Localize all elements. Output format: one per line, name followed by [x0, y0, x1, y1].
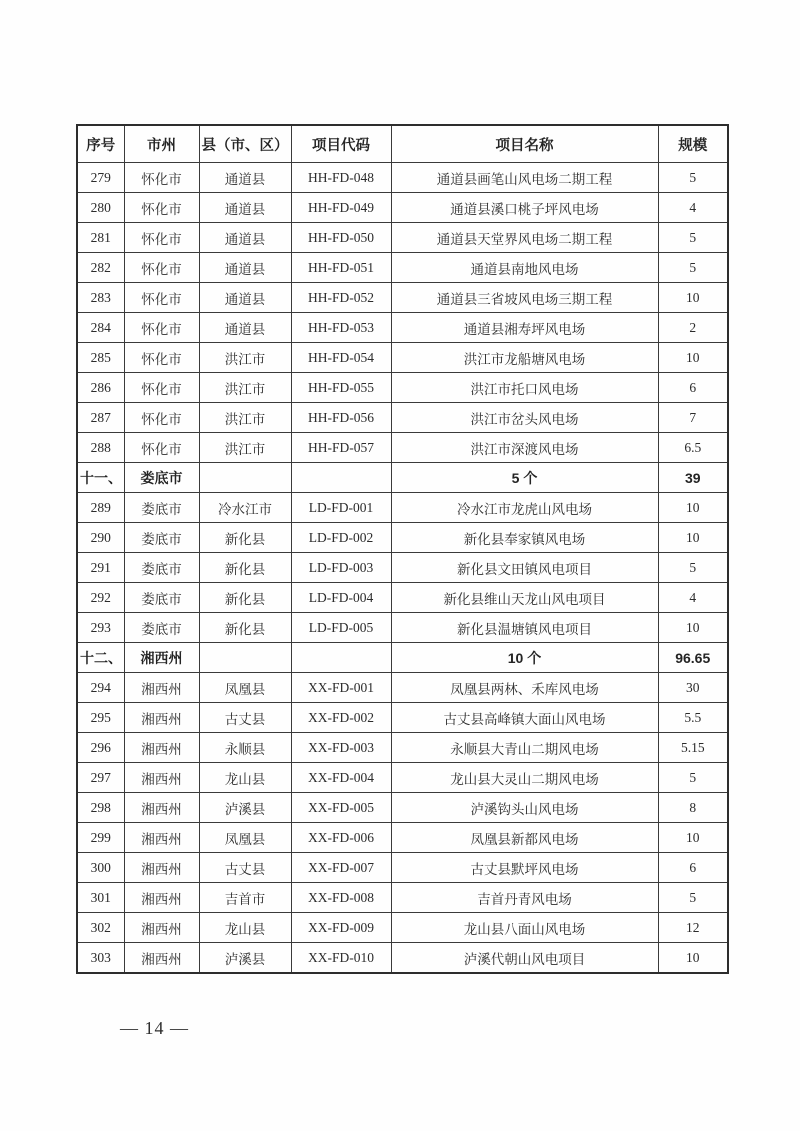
cell-name: 通道县湘寿坪风电场: [391, 313, 658, 343]
cell-name: 龙山县八面山风电场: [391, 913, 658, 943]
cell-city: 怀化市: [124, 223, 199, 253]
cell-seq: 303: [77, 943, 124, 974]
cell-county: 新化县: [199, 553, 291, 583]
cell-city: 湘西州: [124, 793, 199, 823]
table-row: [77, 373, 728, 403]
cell-scale: 5: [658, 763, 728, 793]
cell-county: 龙山县: [199, 913, 291, 943]
table-body: [77, 163, 728, 974]
table-row: [77, 703, 728, 733]
section-row: [77, 463, 728, 493]
col-header-name: 项目名称: [391, 125, 658, 163]
cell-seq: 295: [77, 703, 124, 733]
cell-code: XX-FD-005: [291, 793, 391, 823]
table-row: [77, 763, 728, 793]
cell-code: LD-FD-004: [291, 583, 391, 613]
cell-county: [199, 463, 291, 493]
cell-name: 泸溪代朝山风电项目: [391, 943, 658, 974]
cell-code: XX-FD-006: [291, 823, 391, 853]
cell-scale: 30: [658, 673, 728, 703]
cell-name: 通道县画笔山风电场二期工程: [391, 163, 658, 193]
cell-city: 娄底市: [124, 493, 199, 523]
cell-city: 怀化市: [124, 193, 199, 223]
cell-scale: 5: [658, 883, 728, 913]
cell-seq: 284: [77, 313, 124, 343]
cell-county: 新化县: [199, 613, 291, 643]
cell-code: LD-FD-003: [291, 553, 391, 583]
cell-county: 通道县: [199, 253, 291, 283]
cell-name: 龙山县大灵山二期风电场: [391, 763, 658, 793]
cell-name: 古丈县高峰镇大面山风电场: [391, 703, 658, 733]
cell-scale: 7: [658, 403, 728, 433]
cell-seq: 300: [77, 853, 124, 883]
cell-city: 湘西州: [124, 703, 199, 733]
cell-name: 吉首丹青风电场: [391, 883, 658, 913]
cell-county: 吉首市: [199, 883, 291, 913]
cell-name: 通道县南地风电场: [391, 253, 658, 283]
page-number: — 14 —: [120, 1018, 189, 1038]
cell-city: 湘西州: [124, 913, 199, 943]
table-row: [77, 493, 728, 523]
cell-code: XX-FD-009: [291, 913, 391, 943]
cell-seq: 286: [77, 373, 124, 403]
cell-scale: 96.65: [658, 643, 728, 673]
cell-name: 5 个: [391, 463, 658, 493]
cell-code: XX-FD-007: [291, 853, 391, 883]
cell-county: 通道县: [199, 283, 291, 313]
cell-city: 湘西州: [124, 763, 199, 793]
cell-county: 通道县: [199, 163, 291, 193]
cell-seq: 293: [77, 613, 124, 643]
cell-seq: 287: [77, 403, 124, 433]
cell-county: 泸溪县: [199, 793, 291, 823]
table-row: [77, 733, 728, 763]
cell-county: 通道县: [199, 193, 291, 223]
cell-code: HH-FD-054: [291, 343, 391, 373]
cell-seq: 279: [77, 163, 124, 193]
cell-name: 冷水江市龙虎山风电场: [391, 493, 658, 523]
table-row: [77, 433, 728, 463]
cell-city: 娄底市: [124, 523, 199, 553]
cell-county: 冷水江市: [199, 493, 291, 523]
table-row: [77, 943, 728, 974]
cell-scale: 5: [658, 223, 728, 253]
cell-name: 10 个: [391, 643, 658, 673]
cell-code: XX-FD-010: [291, 943, 391, 974]
cell-scale: 10: [658, 823, 728, 853]
cell-name: 新化县温塘镇风电项目: [391, 613, 658, 643]
table-row: [77, 253, 728, 283]
cell-scale: 10: [658, 523, 728, 553]
cell-scale: 5.15: [658, 733, 728, 763]
cell-scale: 5: [658, 253, 728, 283]
cell-seq: 281: [77, 223, 124, 253]
cell-name: 新化县奉家镇风电场: [391, 523, 658, 553]
cell-city: 娄底市: [124, 553, 199, 583]
cell-seq: 291: [77, 553, 124, 583]
cell-name: 永顺县大青山二期风电场: [391, 733, 658, 763]
cell-name: 通道县三省坡风电场三期工程: [391, 283, 658, 313]
cell-scale: 5: [658, 163, 728, 193]
cell-county: 洪江市: [199, 373, 291, 403]
cell-seq: 297: [77, 763, 124, 793]
cell-code: XX-FD-001: [291, 673, 391, 703]
cell-city: 娄底市: [124, 463, 199, 493]
cell-scale: 10: [658, 283, 728, 313]
cell-scale: 6.5: [658, 433, 728, 463]
cell-county: 永顺县: [199, 733, 291, 763]
cell-code: HH-FD-052: [291, 283, 391, 313]
cell-county: 龙山县: [199, 763, 291, 793]
cell-code: LD-FD-002: [291, 523, 391, 553]
cell-seq: 299: [77, 823, 124, 853]
cell-seq: 298: [77, 793, 124, 823]
cell-name: 凤凰县两林、禾库风电场: [391, 673, 658, 703]
cell-code: XX-FD-002: [291, 703, 391, 733]
cell-city: 怀化市: [124, 433, 199, 463]
table-row: [77, 163, 728, 193]
cell-code: HH-FD-055: [291, 373, 391, 403]
cell-name: 新化县维山天龙山风电项目: [391, 583, 658, 613]
cell-county: 洪江市: [199, 343, 291, 373]
table-row: [77, 193, 728, 223]
cell-name: 洪江市托口风电场: [391, 373, 658, 403]
cell-code: LD-FD-005: [291, 613, 391, 643]
cell-city: 湘西州: [124, 673, 199, 703]
table-row: [77, 343, 728, 373]
cell-name: 洪江市龙船塘风电场: [391, 343, 658, 373]
cell-name: 通道县天堂界风电场二期工程: [391, 223, 658, 253]
cell-county: 凤凰县: [199, 673, 291, 703]
cell-code: [291, 463, 391, 493]
cell-scale: 12: [658, 913, 728, 943]
cell-name: 洪江市岔头风电场: [391, 403, 658, 433]
cell-county: 通道县: [199, 223, 291, 253]
cell-name: 洪江市深渡风电场: [391, 433, 658, 463]
cell-code: HH-FD-051: [291, 253, 391, 283]
cell-county: [199, 643, 291, 673]
cell-name: 新化县文田镇风电项目: [391, 553, 658, 583]
cell-county: 新化县: [199, 523, 291, 553]
cell-scale: 10: [658, 343, 728, 373]
cell-scale: 10: [658, 493, 728, 523]
col-header-city: 市州: [124, 125, 199, 163]
col-header-code: 项目代码: [291, 125, 391, 163]
wind-projects-table: [76, 124, 729, 974]
cell-city: 怀化市: [124, 343, 199, 373]
cell-city: 怀化市: [124, 253, 199, 283]
cell-scale: 5.5: [658, 703, 728, 733]
cell-city: 湘西州: [124, 643, 199, 673]
cell-city: 湘西州: [124, 943, 199, 974]
table-row: [77, 853, 728, 883]
table-row: [77, 883, 728, 913]
cell-county: 洪江市: [199, 433, 291, 463]
cell-code: LD-FD-001: [291, 493, 391, 523]
cell-scale: 10: [658, 943, 728, 974]
table-row: [77, 403, 728, 433]
table-row: [77, 823, 728, 853]
cell-city: 怀化市: [124, 163, 199, 193]
table-header-row: [77, 125, 728, 163]
cell-name: 古丈县默坪风电场: [391, 853, 658, 883]
table-row: [77, 523, 728, 553]
table-row: [77, 613, 728, 643]
col-header-seq: 序号: [77, 125, 124, 163]
cell-city: 湘西州: [124, 733, 199, 763]
cell-seq: 292: [77, 583, 124, 613]
cell-scale: 4: [658, 193, 728, 223]
cell-code: XX-FD-004: [291, 763, 391, 793]
cell-name: 凤凰县新都风电场: [391, 823, 658, 853]
cell-code: HH-FD-056: [291, 403, 391, 433]
cell-code: HH-FD-053: [291, 313, 391, 343]
cell-county: 新化县: [199, 583, 291, 613]
cell-county: 古丈县: [199, 853, 291, 883]
cell-code: HH-FD-048: [291, 163, 391, 193]
cell-seq: 289: [77, 493, 124, 523]
cell-seq: 十二、: [77, 643, 124, 673]
cell-city: 怀化市: [124, 313, 199, 343]
cell-code: HH-FD-050: [291, 223, 391, 253]
cell-seq: 283: [77, 283, 124, 313]
cell-scale: 4: [658, 583, 728, 613]
cell-code: HH-FD-049: [291, 193, 391, 223]
cell-scale: 10: [658, 613, 728, 643]
cell-seq: 十一、: [77, 463, 124, 493]
cell-scale: 8: [658, 793, 728, 823]
col-header-county: 县（市、区）: [199, 125, 291, 163]
cell-scale: 6: [658, 853, 728, 883]
cell-county: 古丈县: [199, 703, 291, 733]
cell-seq: 288: [77, 433, 124, 463]
cell-county: 洪江市: [199, 403, 291, 433]
cell-seq: 294: [77, 673, 124, 703]
cell-name: 泸溪钩头山风电场: [391, 793, 658, 823]
table-row: [77, 583, 728, 613]
cell-city: 娄底市: [124, 613, 199, 643]
cell-code: XX-FD-003: [291, 733, 391, 763]
cell-scale: 39: [658, 463, 728, 493]
cell-code: [291, 643, 391, 673]
cell-county: 通道县: [199, 313, 291, 343]
cell-city: 怀化市: [124, 373, 199, 403]
cell-city: 怀化市: [124, 283, 199, 313]
cell-seq: 280: [77, 193, 124, 223]
cell-seq: 290: [77, 523, 124, 553]
cell-code: HH-FD-057: [291, 433, 391, 463]
section-row: [77, 643, 728, 673]
cell-seq: 302: [77, 913, 124, 943]
table-row: [77, 313, 728, 343]
cell-name: 通道县溪口桃子坪风电场: [391, 193, 658, 223]
cell-scale: 2: [658, 313, 728, 343]
cell-seq: 282: [77, 253, 124, 283]
table-row: [77, 223, 728, 253]
cell-city: 湘西州: [124, 883, 199, 913]
cell-scale: 5: [658, 553, 728, 583]
table-row: [77, 793, 728, 823]
cell-seq: 285: [77, 343, 124, 373]
cell-city: 娄底市: [124, 583, 199, 613]
cell-county: 凤凰县: [199, 823, 291, 853]
cell-code: XX-FD-008: [291, 883, 391, 913]
cell-city: 湘西州: [124, 823, 199, 853]
cell-city: 湘西州: [124, 853, 199, 883]
table-row: [77, 553, 728, 583]
cell-scale: 6: [658, 373, 728, 403]
cell-seq: 301: [77, 883, 124, 913]
table-row: [77, 283, 728, 313]
table-row: [77, 673, 728, 703]
table-row: [77, 913, 728, 943]
col-header-scale: 规模: [658, 125, 728, 163]
cell-city: 怀化市: [124, 403, 199, 433]
cell-seq: 296: [77, 733, 124, 763]
cell-county: 泸溪县: [199, 943, 291, 974]
